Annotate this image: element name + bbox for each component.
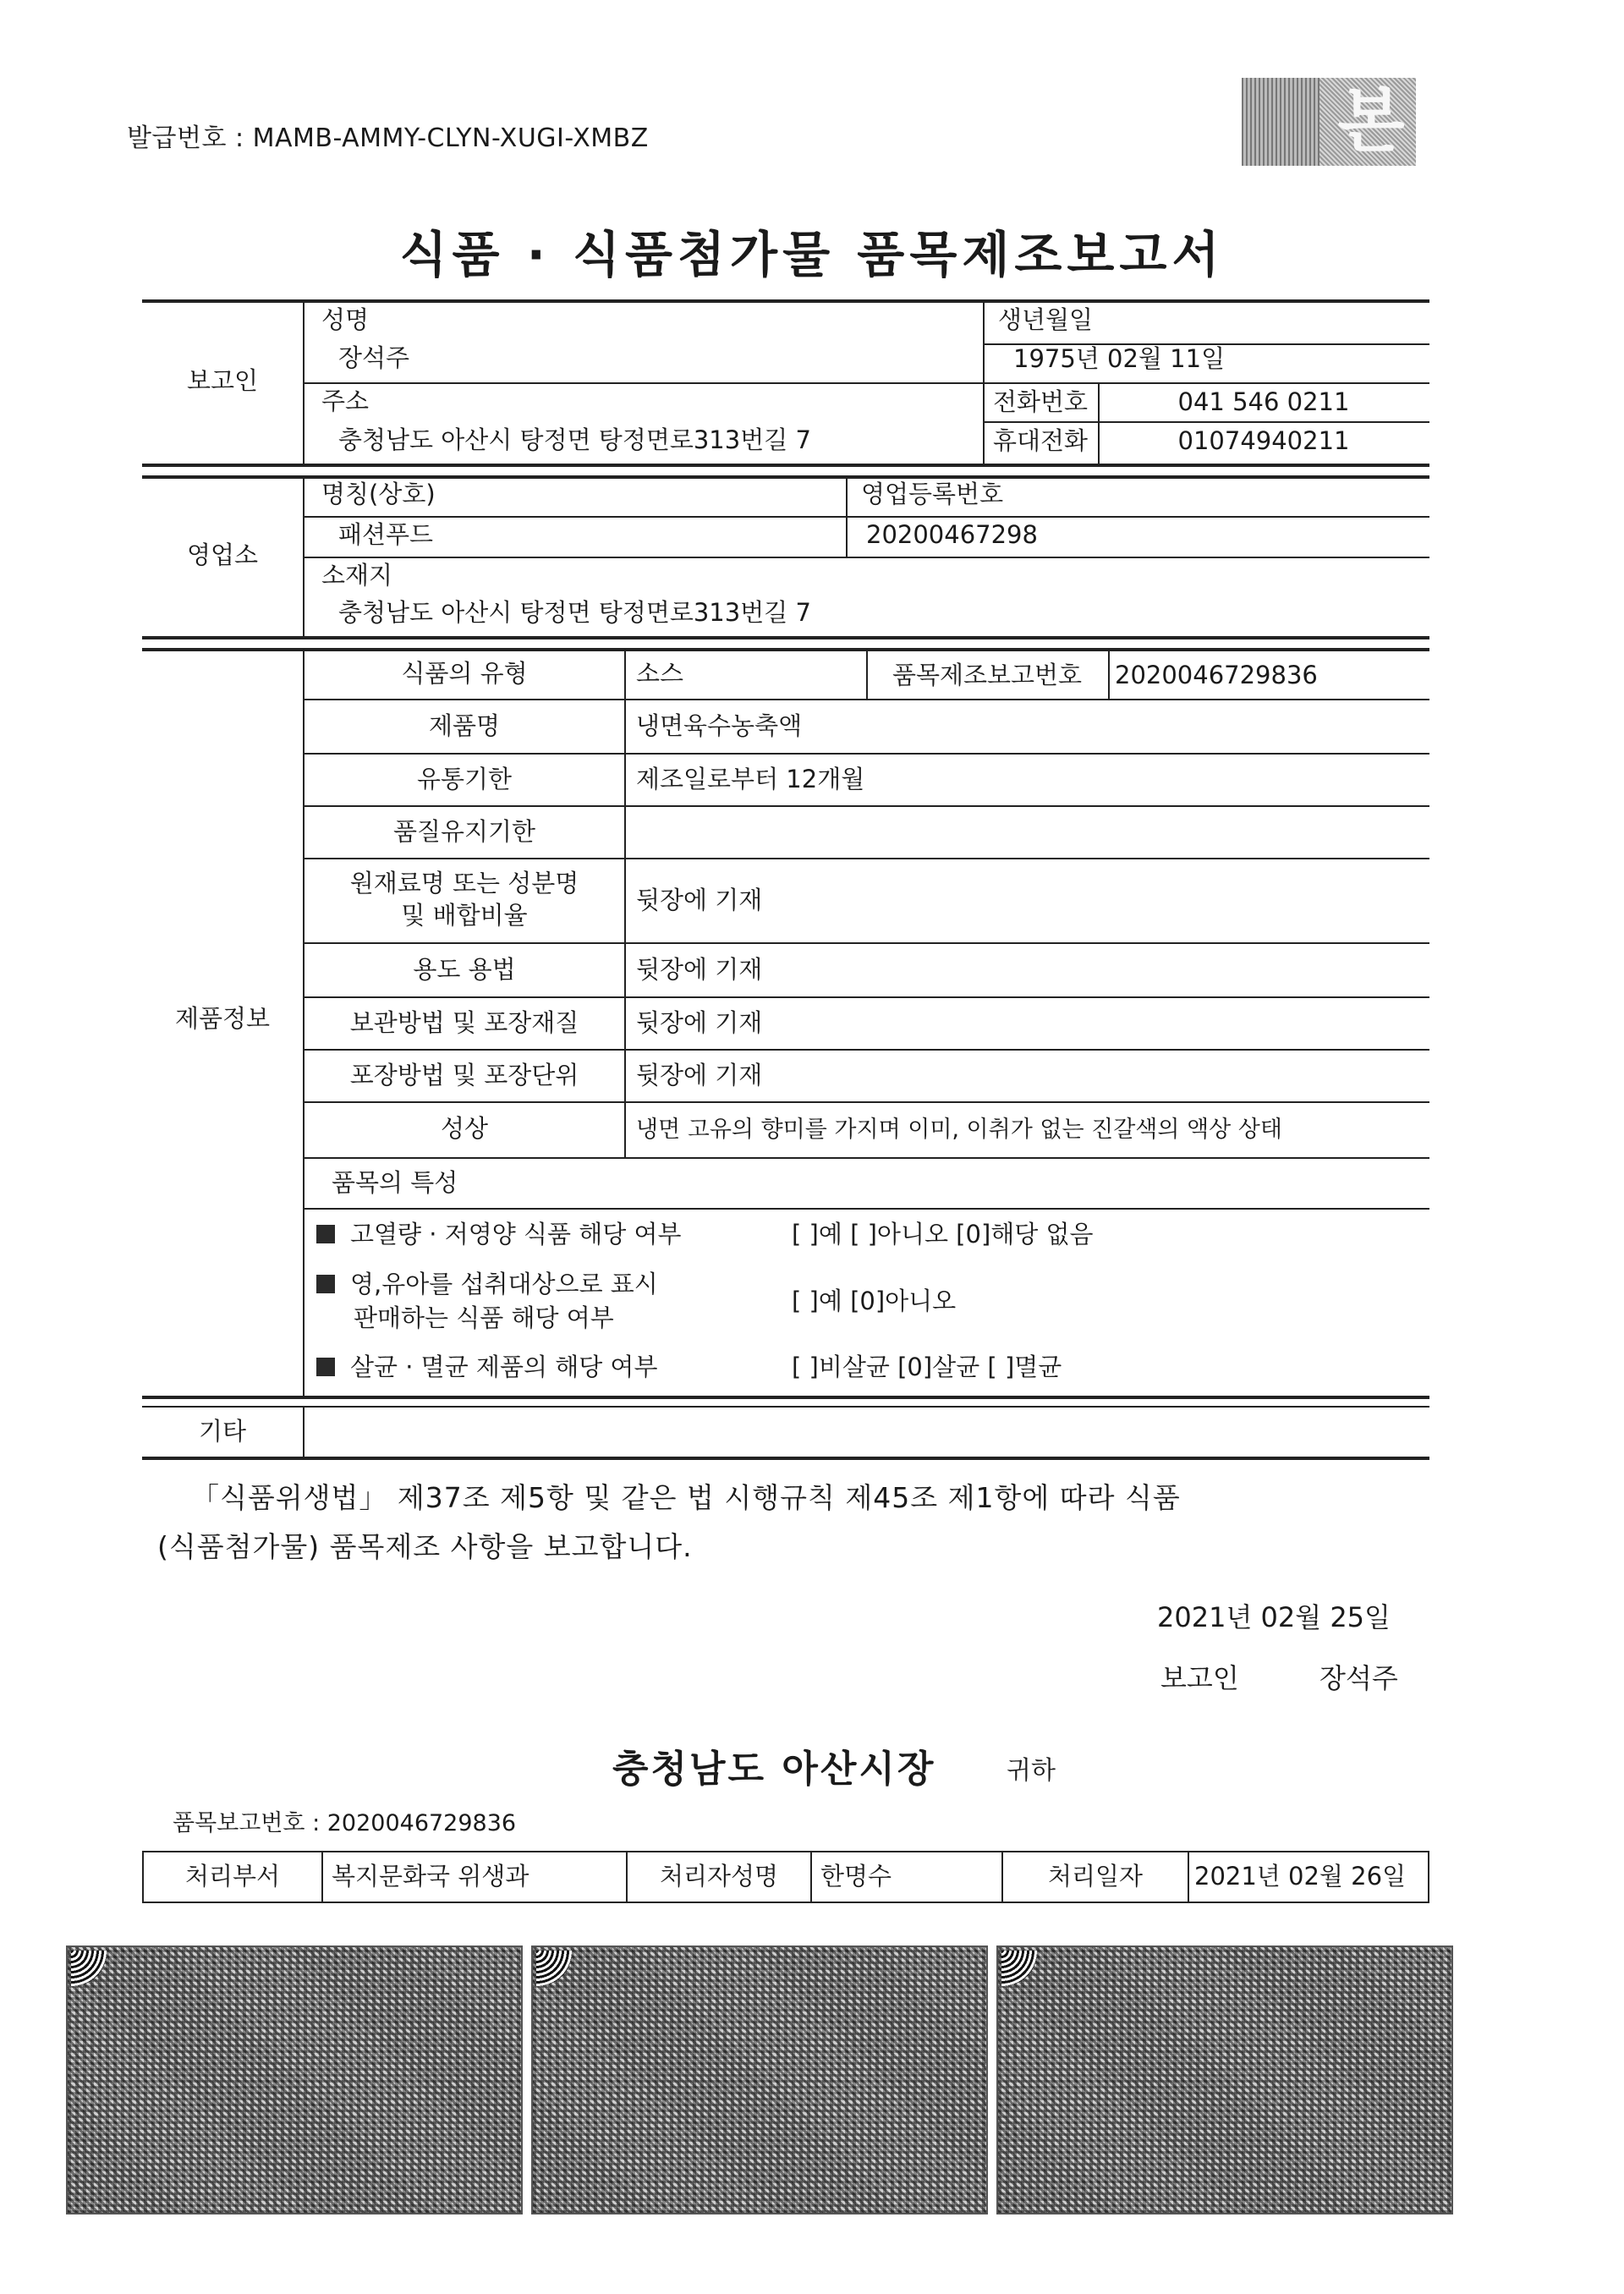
product-section-label: 제품정보 — [174, 1004, 271, 1033]
expiry-value: 제조일로부터 12개월 — [636, 765, 865, 793]
verification-barcode — [66, 1946, 523, 2214]
location-label: 소재지 — [321, 561, 393, 590]
footer-report-number: 품목보고번호 : 2020046729836 — [173, 1810, 517, 1836]
registration-label: 영업등록번호 — [861, 480, 1004, 508]
registration-number: 20200467298 — [866, 520, 1038, 549]
feature-3-answer: [ ]비살균 [0]살균 [ ]멸균 — [792, 1353, 1062, 1381]
mobile-number: 01074940211 — [1177, 426, 1350, 455]
person-value: 한명수 — [820, 1862, 892, 1891]
statement-line2: (식품첨가물) 품목제조 사항을 보고합니다. — [157, 1530, 693, 1563]
ingredients-value: 뒷장에 기재 — [636, 886, 763, 914]
usage-value: 뒷장에 기재 — [636, 955, 763, 984]
reporter-section-label: 보고인 — [186, 366, 259, 395]
processing-date-label: 처리일자 — [1047, 1862, 1144, 1891]
features-label: 품목의 특성 — [332, 1168, 458, 1197]
address-label: 주소 — [321, 387, 370, 415]
phone-label: 전화번호 — [992, 387, 1089, 416]
feature-2-answer: [ ]예 [0]아니오 — [792, 1287, 957, 1315]
processing-date: 2021년 02월 26일 — [1194, 1862, 1407, 1891]
business-location: 충청남도 아산시 탕정면 탕정면로313번길 7 — [338, 598, 811, 627]
ingredients-label-line2: 및 배합비율 — [401, 901, 528, 930]
stamp-pattern — [1242, 78, 1320, 166]
bullet-square-icon — [316, 1358, 335, 1376]
property-value: 냉면 고유의 향미를 가지며 이미, 이취가 없는 진갈색의 액상 상태 — [636, 1117, 1282, 1143]
verification-barcode — [531, 1946, 988, 2214]
feature-2-question-line1: 영,유아를 섭취대상으로 표시 — [350, 1270, 658, 1298]
feature-1-answer: [ ]예 [ ]아니오 [0]해당 없음 — [792, 1220, 1094, 1249]
usage-label: 용도 용법 — [413, 955, 516, 984]
product-name-label: 제품명 — [428, 711, 501, 740]
feature-2-question-line2: 판매하는 식품 해당 여부 — [354, 1303, 614, 1332]
report-number-label: 품목제조보고번호 — [892, 661, 1083, 689]
quality-period-label: 품질유지기한 — [392, 817, 536, 846]
bullet-square-icon — [316, 1275, 335, 1293]
reporter-name: 장석주 — [338, 343, 410, 372]
bullet-square-icon — [316, 1225, 335, 1243]
mobile-label: 휴대전화 — [992, 426, 1089, 455]
statement-line1: 「식품위생법」 제37조 제5항 및 같은 법 시행규칙 제45조 제1항에 따라 식품 — [191, 1481, 1181, 1514]
verification-barcode — [996, 1946, 1453, 2214]
document-title: 식품 · 식품첨가물 품목제조보고서 — [399, 226, 1225, 283]
product-name: 냉면육수농축액 — [636, 711, 803, 740]
feature-3-question: 살균 · 멸균 제품의 해당 여부 — [350, 1353, 658, 1381]
feature-1-question: 고열량 · 저영양 식품 해당 여부 — [350, 1220, 682, 1249]
business-name: 패션푸드 — [338, 520, 434, 549]
recipient-suffix: 귀하 — [1007, 1756, 1056, 1786]
dept-value: 복지문화국 위생과 — [332, 1862, 529, 1891]
other-label: 기타 — [198, 1417, 247, 1446]
birth-date: 1975년 02월 11일 — [1013, 344, 1226, 373]
packing-value: 뒷장에 기재 — [636, 1061, 763, 1089]
signer-label: 보고인 — [1160, 1662, 1239, 1694]
reporter-address: 충청남도 아산시 탕정면 탕정면로313번길 7 — [338, 425, 811, 454]
stamp-label: 본 — [1337, 81, 1405, 162]
property-label: 성상 — [440, 1114, 489, 1143]
storage-value: 뒷장에 기재 — [636, 1008, 763, 1037]
phone-number: 041 546 0211 — [1177, 387, 1350, 416]
business-name-label: 명칭(상호) — [321, 480, 436, 508]
business-section-label: 영업소 — [186, 541, 259, 569]
signer-name: 장석주 — [1320, 1662, 1398, 1694]
food-type: 소스 — [636, 659, 684, 688]
packing-label: 포장방법 및 포장단위 — [349, 1061, 579, 1089]
issue-number: 발급번호 : MAMB-AMMY-CLYN-XUGI-XMBZ — [127, 123, 649, 153]
report-number: 2020046729836 — [1115, 661, 1318, 689]
recipient: 충청남도 아산시장 — [612, 1748, 936, 1791]
name-label: 성명 — [321, 305, 370, 334]
birth-label: 생년월일 — [998, 305, 1094, 334]
person-label: 처리자성명 — [659, 1862, 779, 1891]
ingredients-label-line1: 원재료명 또는 성분명 — [349, 869, 579, 897]
food-type-label: 식품의 유형 — [401, 659, 528, 688]
dept-label: 처리부서 — [184, 1862, 281, 1891]
expiry-label: 유통기한 — [416, 765, 513, 793]
report-date: 2021년 02월 25일 — [1157, 1601, 1391, 1633]
storage-label: 보관방법 및 포장재질 — [349, 1008, 579, 1037]
original-stamp — [1242, 78, 1416, 166]
